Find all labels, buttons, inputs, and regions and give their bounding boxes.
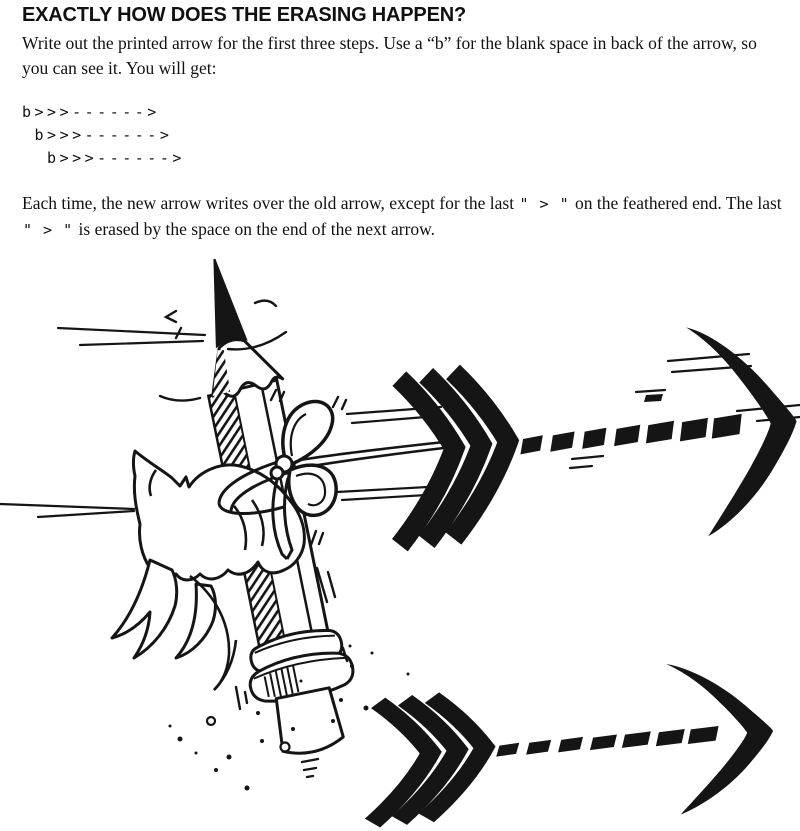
pencil-tip: [200, 256, 247, 346]
intro-paragraph: Write out the printed arrow for the first three steps. Use a “b” for the blank space in back of the arrow, so you can see it. You will get:: [22, 33, 757, 78]
code-line: b>>>------>: [22, 149, 185, 167]
page-title: EXACTLY HOW DOES THE ERASING HAPPEN?: [22, 4, 466, 26]
arrow-glyph-quote: " > ": [519, 195, 570, 213]
arrow-code-block: [22, 101, 185, 170]
explanation-paragraph: [22, 191, 794, 243]
speed-lines: [0, 328, 800, 517]
pencil-erasing-illustration: [0, 255, 800, 831]
code-line: b>>>------>: [22, 126, 173, 144]
explanation-text: Each time, the new arrow writes over the old arrow, except for the last: [22, 193, 519, 213]
arrow-glyph-quote: " > ": [23, 221, 74, 239]
arrow-bottom: [363, 657, 779, 831]
explanation-text: on the feathered end. The last: [570, 193, 782, 213]
code-line: b>>>------>: [22, 103, 160, 121]
explanation-text: is erased by the space on the end of the next arrow.: [74, 219, 436, 239]
